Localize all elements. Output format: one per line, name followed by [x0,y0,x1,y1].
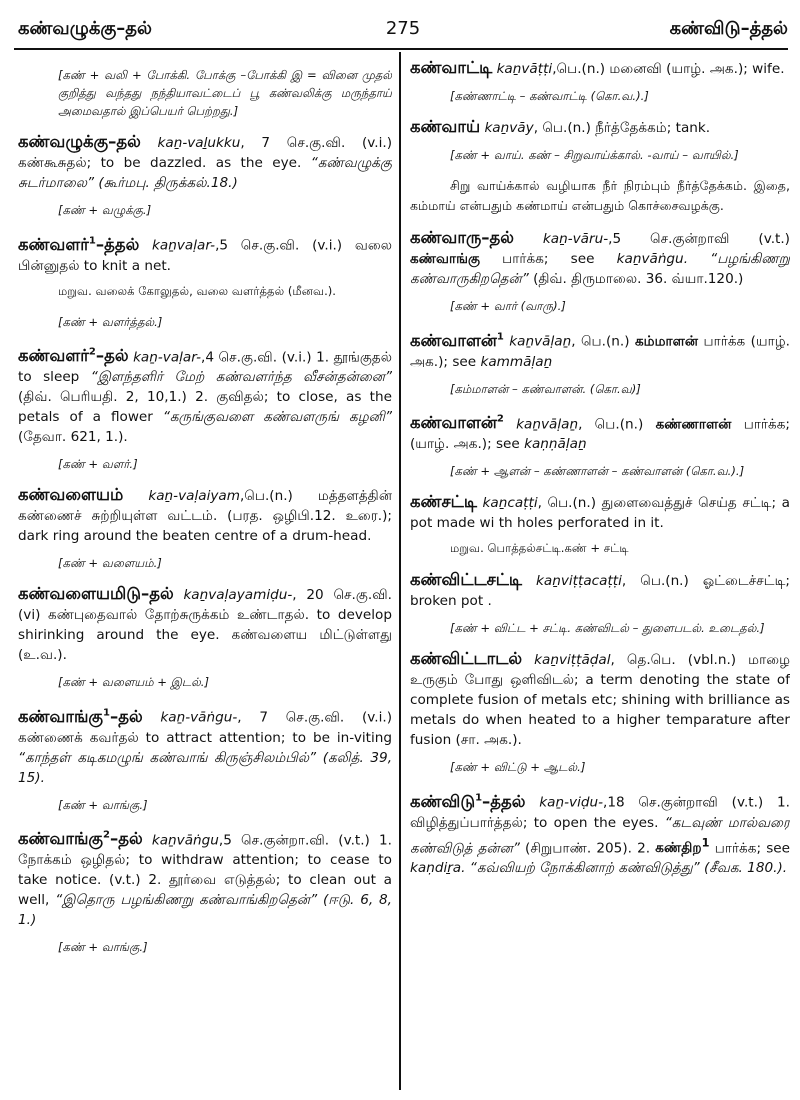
dictionary-entry [18,132,392,193]
headword: கண்வாட்டி [410,58,493,77]
definition: வலை பின்னுதல் to knit a net. [18,237,392,274]
etymology: [கண் + விட்டு + ஆடல்.] [450,760,586,774]
citation: (தேவா. 621, 1.). [18,429,128,445]
transliteration: kaṉvāṭṭi [496,61,553,77]
headword: கண்வளர்$^1$–த்தல் [18,234,140,254]
citation: (கலித். 39, 15). [18,749,392,786]
transliteration: kaṉ-vaḷar- [133,349,202,365]
definition: ,பெ.(n.) மத்தளத்தின் கண்ணைச் சுற்றியுள்ள வட்டம். (பரத. ஒழிபி.12. உரை.); dark ring around the beaten centre of a drum-head. [18,488,392,544]
transliteration: kaṉvaḷar- [152,237,216,254]
headword: கண்வாய் [410,117,481,136]
quotation: “கடவுண் மால்வரை கண்விடுத் தன்ன” [410,814,790,857]
dictionary-entry [410,58,790,79]
citation: (ஈடு. 6, 8, 1.) [18,892,392,928]
cross-reference: கண்வாங்கு [410,251,481,267]
dictionary-entry [18,343,392,448]
transliteration: kaṇdiṟa [410,860,462,877]
grammar: ,5 செ.குன்றா.வி. (v.t.) [218,832,370,848]
transliteration: kaṉ-vāṅgu- [160,709,238,726]
etymology: [கண் + வளையம்.] [58,556,162,570]
transliteration: kaṉ-viḍu- [539,794,603,811]
dictionary-entry [410,788,790,878]
headword: கண்வளையமிடு–தல் [18,584,174,603]
cross-reference: கண்திற$^1$ [655,835,710,857]
grammar: ,5 செ.குன்றாவி (v.t.) [608,231,790,247]
quotation: “இதொரு பழங்கிணறு கண்வாங்கிறதென்” [55,892,318,908]
grammar: ,18 செ.குன்றாவி (v.t.) [603,794,764,811]
right-column [410,58,790,1092]
transliteration: kaṉcaṭṭi [482,495,538,511]
definition: பார்க்க; see [709,840,790,857]
etymology: [கண் + வாய். கண் – சிறுவாய்க்கால். -வாய் – வாயில்.] [450,148,739,162]
etymology: [கண் + வார் (வாரு).] [450,299,566,313]
definition: பார்க்க; (யாழ். அக.); see [410,416,790,452]
headword: கண்வழுக்கு–தல் [18,132,141,151]
transliteration: kaṉviṭṭāḍal [534,652,611,668]
etymology: [கண் + ஆளன் – கண்ணாளன் – கண்வாளன் (கொ.வ.).] [450,464,745,478]
etymology: [கண் + வளர்த்தல்.] [58,314,163,329]
definition: பார்க்க (யாழ். அக.); see [410,333,790,370]
quotation: “கண்வழுக்கு சுடர்மாலை” [18,155,392,191]
quotation: . “கவ்வியற் நோக்கினாற் கண்விடுத்து” [461,860,700,877]
running-head-right: கண்விடு–த்தல் [669,18,788,39]
transliteration: kaṉvāṅgu [616,251,684,267]
grammar: , 7 செ.கு.வி. (v.i.) [237,709,392,726]
dictionary-entry [410,228,790,289]
citation: (சீவக. 180.). [699,860,788,877]
definition: 1. தூங்குதல் to sleep [18,349,392,385]
headword: கண்விட்டசட்டி [410,570,522,589]
etymology: [கம்மாளன் – கண்வாளன். (கொ.வ)] [450,381,641,396]
transliteration: kaṉ-vaḷaiyam [148,488,240,504]
transliteration: kaṉvāy [484,120,534,136]
synonym-note: மறுவ. பொத்தல்சட்டி.கண் + சட்டி [450,541,629,555]
cross-reference: கம்மாளன் [634,333,699,350]
headword: கண்வாங்கு$^2$–தல் [18,829,143,848]
transliteration: kaṉvāṅgu [151,832,219,848]
etymology: [கண் + வழுக்கு.] [58,203,152,217]
transliteration: kaṉ-vaḻukku [157,135,241,151]
citation: (திவ். பெரியதி. 2, 10,1.) [18,389,187,405]
transliteration: kaṇṇāḷaṉ [524,436,587,452]
headword: கண்விடு$^1$–த்தல் [410,791,526,811]
page-number: 275 [385,18,421,39]
definition: , பெ.(n.) துளைவைத்துச் செய்த சட்டி; a pot made wi th holes perforated in it. [410,495,790,531]
quotation: “கருங்குவளை கண்வளருங் கழனி” [162,409,392,425]
grammar: , 7 செ.கு.வி. (v.i.) [240,135,392,151]
headword: கண்விட்டாடல் [410,649,523,668]
definition: , பெ.(n.) [578,416,656,432]
definition: 1. நோக்கம் ஒழிதல்; to withdraw attention; to cease to take notice. (v.t.) 2. தூர்வை எடுத்தல்; to clean out a well, [18,832,392,908]
headword: கண்வாளன்$^2$ [410,413,504,432]
dictionary-entry [18,231,392,276]
definition: கண்கூசுதல்; to be dazzled. as the eye. [18,155,311,171]
transliteration: kaṉviṭṭacaṭṭi [536,573,622,589]
definition: கண்ணைக் கவர்தல் to attract attention; to be in-viting [18,729,392,746]
headword: கண்சட்டி [410,492,477,511]
dictionary-entry [410,327,790,372]
definition: 1. விழித்துப்பார்த்தல்; to open the eyes. [410,794,790,831]
definition: , பெ.(n.) ஓட்டைச்சட்டி; broken pot . [410,573,790,609]
grammar: ,5 செ.கு.வி. (v.i.) [215,237,343,254]
etymology: [கண் + வளர்.] [58,457,138,471]
transliteration: kammāḷaṉ [480,353,553,370]
headword: கண்வாங்கு$^1$–தல் [18,706,143,726]
etymology: [கண் + விட்ட + சட்டி. கண்விடல் – துளைபடல். உடைதல்.] [450,621,765,635]
transliteration: kaṉ-vāru- [542,231,609,247]
header-rule [14,48,788,50]
headword: கண்வாளன்$^1$ [410,330,504,350]
transliteration: kaṉvaḷayamiḍu- [183,587,293,603]
explanatory-paragraph: சிறு வாய்க்கால் வழியாக நீர் நிரம்பும் நீர்த்தேக்கம். இதை, கம்மாய் என்பதும் கண்மாய் என்பதும் கொச்சைவழக்கு. [410,178,790,213]
etymology: [கண் + வாங்கு.] [58,940,148,954]
citation: (கூர்மபு. திருக்கல்.18.) [94,175,238,191]
quotation: “இளந்தளிர் மேற் கண்வளர்ந்த வீசன்தன்னை” [90,369,392,385]
etymology: [கண் + வளையம் + இடல்.] [58,675,209,689]
dictionary-entry [18,703,392,788]
definition: , 20 செ.கு.வி. (vi) கண்புதைவால் தோற்சுருக்கம் உண்டாதல். to develop shirinking around the eye. கண்வளைய மிட்டுள்ளது (உ.வ.). [18,587,392,663]
quotation: . “பழங்கிணறு கண்வாருகிறதென்” [410,251,790,287]
etymology: [கண் + வலி + போக்கி. போக்கு –போக்கி இ = வினை முதல் குறித்து வந்தது நந்தியாவட்டைப் பூ கண்வலிக்கு மருந்தாய் அமைவதால் இப்பெயர் பெற்றது.] [58,68,392,118]
headword: கண்வளையம் [18,485,124,504]
synonym-note: மறுவ. வலைக் கோலுதல், வலை வளர்த்தல் (மீனவ.). [58,283,336,298]
dictionary-entry [410,570,790,611]
headword: கண்வளர்$^2$–தல் [18,346,129,365]
definition: ,பெ.(n.) மனைவி (யாழ். அக.); wife. [552,61,785,77]
dictionary-entry [18,485,392,546]
definition: பார்க்க; see [480,251,617,267]
citation: (சிறுபாண். 205). 2. [519,840,656,857]
definition: , பெ.(n.) நீர்த்தேக்கம்; tank. [533,120,711,136]
etymology: [கண்ணாட்டி – கண்வாட்டி (கொ.வ.).] [450,89,649,103]
dictionary-entry [18,584,392,665]
column-divider [399,52,401,1090]
citation: (திவ். திருமாலை. 36. வ்யா.120.) [528,271,744,287]
running-head-left: கண்வழுக்கு–தல் [18,18,152,39]
definition: , பெ.(n.) [571,333,635,350]
quotation: “காந்தள் கடிகமழுங் கண்வாங் கிருஞ்சிலம்பில்” [18,749,317,766]
transliteration: kaṉvāḷaṉ [516,416,579,432]
left-column [18,58,392,1092]
dictionary-entry [410,492,790,533]
dictionary-entry [410,649,790,750]
headword: கண்வாரு–தல் [410,228,514,247]
etymology: [கண் + வாங்கு.] [58,797,148,812]
cross-reference: கண்ணாளன் [655,416,732,432]
transliteration: kaṉvāḷaṉ [509,333,572,350]
definition: , தெ.பெ. (vbl.n.) மாழை உருகும் போது ஒளிவிடல்; a term denoting the state of complete fusion of metals etc; shining with brilliance as metals do when heated to a higher temparature after fusion (சா. அக.). [410,652,790,748]
dictionary-entry [410,410,790,455]
page-header [18,18,788,46]
dictionary-entry [410,117,790,138]
grammar: ,4 செ.கு.வி. (v.i.) [201,349,312,365]
definition: 2. குவிதல்; to close, as the petals of a flower [18,389,392,425]
dictionary-entry [18,826,392,931]
